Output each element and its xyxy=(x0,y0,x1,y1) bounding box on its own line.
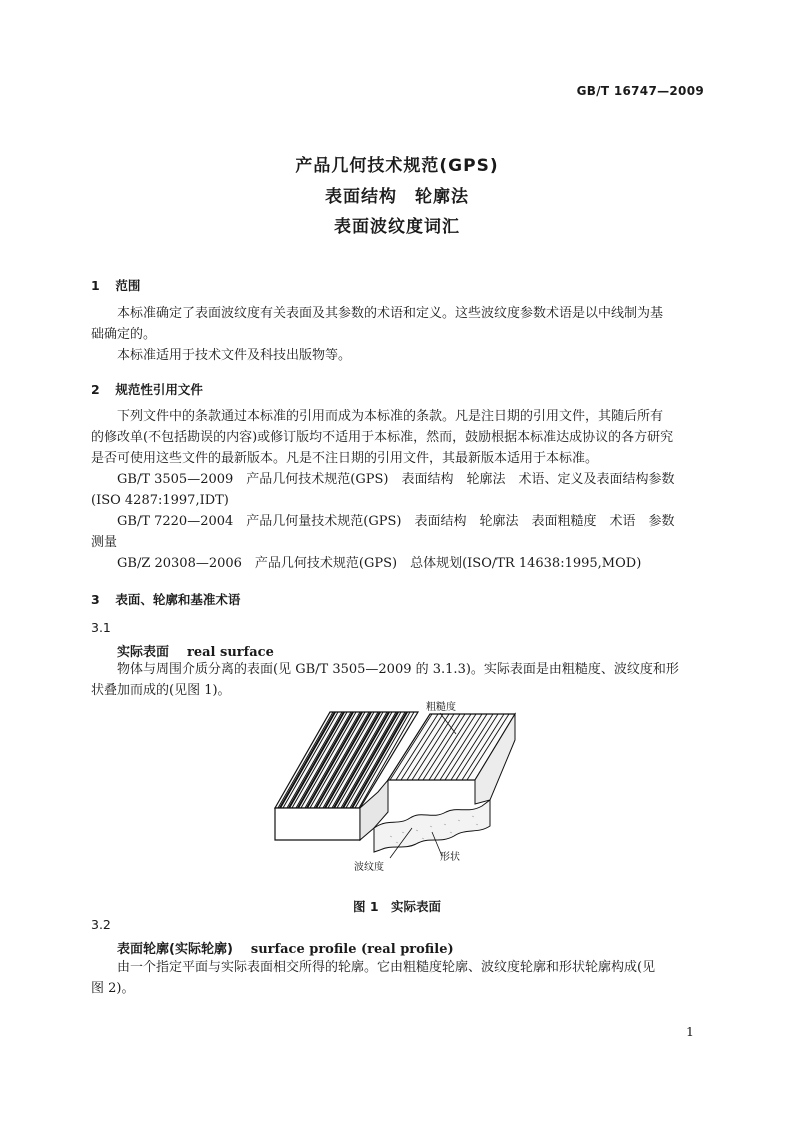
clause-3-2-definition xyxy=(91,957,705,999)
section-2-number: 2 xyxy=(91,382,100,397)
title-line-3: 表面波纹度词汇 xyxy=(334,217,460,237)
label-waviness: 波纹度 xyxy=(354,862,384,873)
reference-3: GB/Z 20308—2006 产品几何技术规范(GPS) 总体规划(ISO/TR 14638:1995,MOD) xyxy=(117,556,642,571)
section-1-heading xyxy=(91,276,140,294)
label-form: 形状 xyxy=(440,852,460,863)
section-3-heading xyxy=(91,590,240,608)
clause-3-2-def-line1: 由一个指定平面与实际表面相交所得的轮廓。它由粗糙度轮廓、波纹度轮廓和形状轮廓构成(见 xyxy=(117,960,656,975)
section-3-number: 3 xyxy=(91,592,100,607)
clause-3-2-term xyxy=(117,938,454,957)
label-roughness: 粗糙度 xyxy=(426,702,456,713)
clause-3-1-term-en: real surface xyxy=(187,645,274,660)
clause-3-2-number: 3.2 xyxy=(91,917,111,932)
clause-3-1-def-line2: 状叠加而成的(见图 1)。 xyxy=(91,683,231,698)
section-2-p1-line1: 下列文件中的条款通过本标准的引用而成为本标准的条款。凡是注日期的引用文件，其随后所有 xyxy=(117,409,664,424)
section-1-p2: 本标准适用于技术文件及科技出版物等。 xyxy=(117,348,352,363)
section-2-heading xyxy=(91,380,203,398)
figure-1-caption: 图 1 实际表面 xyxy=(352,899,442,914)
clause-3-1-term xyxy=(117,641,274,660)
section-2-body xyxy=(91,406,705,574)
clause-3-1-number: 3.1 xyxy=(91,620,111,635)
section-2-p1-line3: 是否可使用这些文件的最新版本。凡是不注日期的引用文件，其最新版本适用于本标准。 xyxy=(91,451,599,466)
clause-3-2-def-line2: 图 2)。 xyxy=(91,981,135,996)
section-3-title: 表面、轮廓和基准术语 xyxy=(115,592,241,607)
reference-2-line2: 测量 xyxy=(91,535,118,550)
clause-3-1-definition xyxy=(91,659,705,701)
waviness-cut-section xyxy=(374,800,490,852)
section-1-p1-line2: 础确定的。 xyxy=(91,327,157,342)
section-1-p1-line1: 本标准确定了表面波纹度有关表面及其参数的术语和定义。这些波纹度参数术语是以中线制为基 xyxy=(117,306,664,321)
title-line-2: 表面结构 轮廓法 xyxy=(325,187,469,207)
reference-2-line1: GB/T 7220—2004 产品几何量技术规范(GPS) 表面结构 轮廓法 表面粗糙度 术语 参数 xyxy=(117,514,675,529)
left-block-front-face xyxy=(275,808,360,840)
figure-1-real-surface xyxy=(270,700,530,880)
clause-3-1-def-line1: 物体与周围介质分离的表面(见 GB/T 3505—2009 的 3.1.3)。实际表面是由粗糙度、波纹度和形 xyxy=(117,662,679,677)
standard-code: GB/T 16747—2009 xyxy=(576,84,704,98)
clause-3-1-term-cn: 实际表面 xyxy=(117,645,170,660)
clause-3-2-term-cn: 表面轮廓(实际轮廓) xyxy=(117,942,233,957)
reference-1-line1: GB/T 3505—2009 产品几何技术规范(GPS) 表面结构 轮廓法 术语、定义及表面结构参数 xyxy=(117,472,675,487)
section-1-body xyxy=(91,303,705,366)
section-1-title: 范围 xyxy=(115,278,141,293)
clause-3-2-term-en: surface profile (real profile) xyxy=(250,942,454,957)
title-line-1: 产品几何技术规范(GPS) xyxy=(295,156,499,176)
section-2-p1-line2: 的修改单(不包括勘误的内容)或修订版均不适用于本标准，然而，鼓励根据本标准达成协议的各方研究 xyxy=(91,430,674,445)
page-number: 1 xyxy=(686,1024,694,1039)
section-1-number: 1 xyxy=(91,278,100,293)
reference-1-line2: (ISO 4287:1997,IDT) xyxy=(91,493,229,508)
section-2-title: 规范性引用文件 xyxy=(115,382,203,397)
